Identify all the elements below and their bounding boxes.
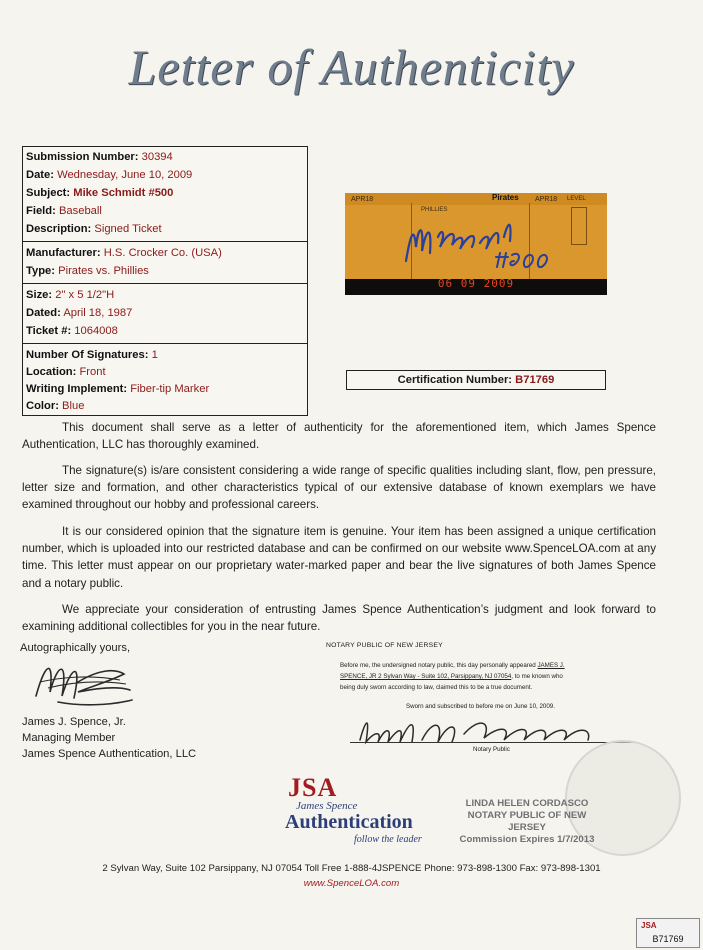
footer-website: www.SpenceLOA.com: [303, 878, 400, 889]
jsa-logo-name: James Spence: [296, 800, 358, 812]
ticket-level-label: LEVEL: [567, 196, 586, 202]
info-row-dated: Dated: April 18, 1987: [26, 307, 133, 319]
info-row-signatures: Number Of Signatures: 1: [26, 349, 158, 361]
ticket-month-right: APR18: [535, 196, 558, 203]
info-divider: [23, 241, 307, 242]
info-row-field: Field: Baseball: [26, 205, 102, 217]
notary-statement: Before me, the undersigned notary public, this day personally appeared JAMES J. SPENCE, JR 2 Sylvan Way - Suite 102, Parsippany, NJ 07054, to me known who being duly sworn according to law, claimed this to be a true document.: [340, 662, 565, 691]
info-divider: [23, 283, 307, 284]
ticket-opponent: PHILLIES: [421, 207, 448, 213]
spence-signature: [28, 652, 138, 714]
notary-public-label: Notary Public: [473, 746, 510, 753]
signer-company: James Spence Authentication, LLC: [22, 748, 197, 760]
certification-label: Certification Number:: [397, 374, 513, 386]
jsa-logo-word: Authentication: [285, 811, 413, 833]
authentication-sticker: [636, 918, 700, 948]
info-row-submission: Submission Number: 30394: [26, 151, 173, 163]
ticket-signature: [400, 207, 560, 277]
certification-number: B71769: [515, 374, 555, 386]
notary-signature-line: [350, 742, 635, 743]
info-row-location: Location: Front: [26, 366, 106, 378]
signer-role: Managing Member: [22, 732, 116, 744]
jsa-logo-tagline: follow the leader: [354, 834, 422, 845]
paragraph-intro: This document shall serve as a letter of authenticity for the aforementioned item, which James Spence Authentication, LLC has thoroughly examined.: [22, 421, 656, 452]
notary-stamp: LINDA HELEN CORDASCO NOTARY PUBLIC OF NEW JERSEY Commission Expires 1/7/2013: [459, 798, 595, 845]
paragraph-consistency: The signature(s) is/are consistent considering a wide range of specific qualities including slant, flow, pen pressure, letter size and formation, and other characteristics typical of our extensive database of known exemplars we have examined throughout our hobby and professional careers.: [22, 464, 656, 512]
item-info-box: [22, 146, 308, 416]
signer-name: James J. Spence, Jr.: [22, 716, 126, 728]
info-row-date: Date: Wednesday, June 10, 2009: [26, 169, 193, 181]
sticker-logo: JSA: [641, 921, 657, 930]
footer-contact: 2 Sylvan Way, Suite 102 Parsippany, NJ 07054 Toll Free 1-888-4JSPENCE Phone: 973-898-1300 Fax: 973-898-1301: [102, 863, 601, 874]
info-row-size: Size: 2" x 5 1/2"H: [26, 289, 115, 301]
ticket-team: Pirates: [492, 193, 519, 202]
info-row-description: Description: Signed Ticket: [26, 223, 162, 235]
info-row-subject: Subject: Mike Schmidt #500: [26, 187, 174, 199]
info-row-color: Color: Blue: [26, 400, 85, 412]
paragraph-opinion: It is our considered opinion that the signature item is genuine. Your item has been assigned a unique certification number, which is uploaded into our restricted database and can be confirmed on our website www.SpenceLOA.com at any time. This letter must appear on our proprietary water-marked paper and bear the live signatures of both James Spence and a notary public.: [22, 525, 656, 590]
sticker-id: B71769: [652, 934, 684, 944]
page-title: Letter of Authenticity: [128, 39, 575, 95]
notary-heading: NOTARY PUBLIC OF NEW JERSEY: [326, 642, 443, 649]
certification-box: [346, 370, 606, 390]
paragraph-appreciation: We appreciate your consideration of entrusting James Spence Authentication’s judgment and look forward to examining additional collectibles for you in the near future.: [22, 603, 656, 634]
info-row-writing-implement: Writing Implement: Fiber-tip Marker: [26, 383, 210, 395]
info-divider: [23, 343, 307, 344]
info-row-ticket-number: Ticket #: 1064008: [26, 325, 118, 337]
info-row-type: Type: Pirates vs. Phillies: [26, 265, 149, 277]
ticket-level-box: [571, 207, 587, 245]
ticket-month-left: APR18: [351, 196, 374, 203]
jsa-logo-mark: JSA: [288, 773, 338, 802]
notary-sworn-text: Sworn and subscribed to before me on June 10, 2009.: [406, 703, 555, 710]
photo-timestamp: 06 09 2009: [437, 277, 515, 290]
info-row-manufacturer: Manufacturer: H.S. Crocker Co. (USA): [26, 247, 222, 259]
ticket-photo: [345, 193, 607, 295]
closing-text: Autographically yours,: [20, 642, 131, 654]
